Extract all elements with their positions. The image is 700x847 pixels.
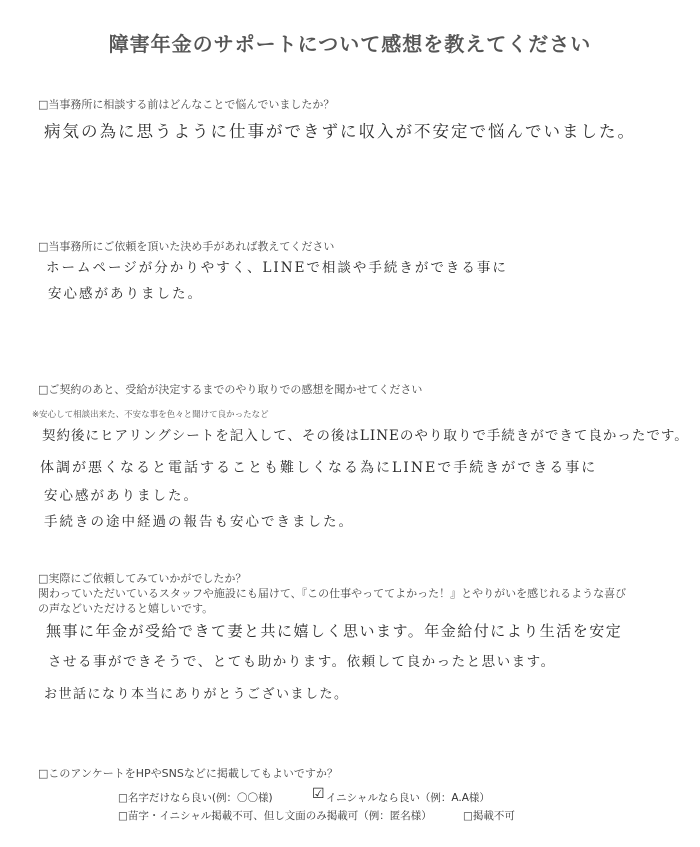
option-initials-only[interactable]: イニシャルなら良い（例：A.A様） [326,792,490,804]
question-1: □当事務所に相談する前はどんなことで悩んでいましたか？ [38,98,335,111]
answer-1: 病気の為に思うように仕事ができずに収入が不安定で悩んでいました。 [44,122,636,141]
question-3: □ご契約のあと、受給が決定するまでのやり取りでの感想を聞かせてください [38,383,423,396]
question-2: □当事務所にご依頼を頂いた決め手があれば教えてください [38,240,335,253]
answer-4-line-2: させる事ができそうで、とても助かります。依頼して良かったと思います。 [48,654,556,670]
answer-4-line-1: 無事に年金が受給できて妻と共に嬉しく思います。年金給付により生活を安定 [46,622,623,640]
answer-3-line-2: 体調が悪くなると電話することも難しくなる為にLINEで手続きができる事に [40,460,598,476]
answer-2-line-2: 安心感がありました。 [48,286,203,302]
answer-3-line-1: 契約後にヒアリングシートを記入して、その後はLINEのやり取りで手続きができて良かったです。 [42,428,689,444]
checked-checkbox-icon[interactable]: ☑ [312,786,325,802]
question-4-line-3: の声などいただけると嬉しいです。 [38,602,214,615]
question-4-line-2: 関わっていただいているスタッフや施設にも届けて、『この仕事やっててよかった！』とやりがいを感じれるような喜び [38,587,627,600]
answer-2-line-1: ホームページが分かりやすく、LINEで相談や手続きができる事に [46,260,508,276]
option-no-publish[interactable]: □掲載不可 [463,810,515,822]
question-4-line-1: □実際にご依頼してみていかがでしたか？ [38,572,247,585]
page-title: 障害年金のサポートについて感想を教えてください [108,32,592,56]
answer-3-line-3: 安心感がありました。 [44,488,199,504]
answer-4-line-3: お世話になり本当にありがとうございました。 [44,687,349,702]
option-surname-only[interactable]: □名字だけなら良い(例：〇〇様) [118,792,273,804]
question-5: □このアンケートをHPやSNSなどに掲載してもよいですか？ [38,767,338,780]
question-3-note: ※安心して相談出来た、不安な事を色々と聞けて良かったなど [32,410,269,420]
answer-3-line-4: 手続きの途中経過の報告も安心できました。 [44,514,354,530]
option-text-only-anonymous[interactable]: □苗字・イニシャル掲載不可、但し文面のみ掲載可（例：匿名様） [118,810,432,822]
